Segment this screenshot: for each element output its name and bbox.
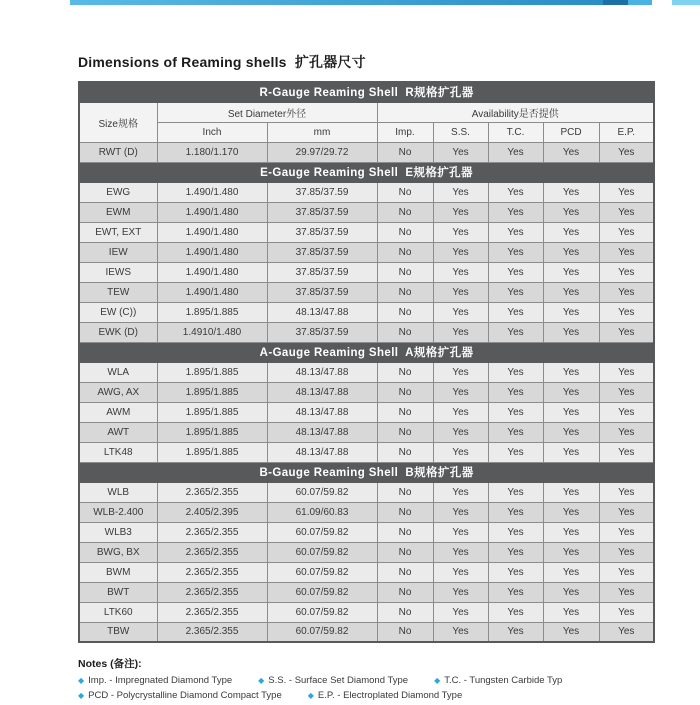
table-row xyxy=(79,522,654,542)
cell-ss: Yes xyxy=(433,562,488,582)
cell-size: BWT xyxy=(79,582,157,602)
cell-mm: 60.07/59.82 xyxy=(267,582,377,602)
cell-pcd: Yes xyxy=(543,582,599,602)
cell-mm: 60.07/59.82 xyxy=(267,622,377,642)
cell-tc: Yes xyxy=(488,422,543,442)
cell-ep: Yes xyxy=(599,542,654,562)
cell-ep: Yes xyxy=(599,302,654,322)
cell-ep: Yes xyxy=(599,622,654,642)
cell-tc: Yes xyxy=(488,262,543,282)
cell-size: WLB xyxy=(79,482,157,502)
cell-mm: 37.85/37.59 xyxy=(267,242,377,262)
reaming-shell-dimensions-table xyxy=(78,81,655,643)
table-row xyxy=(79,502,654,522)
cell-mm: 37.85/37.59 xyxy=(267,202,377,222)
cell-ep: Yes xyxy=(599,602,654,622)
table-row xyxy=(79,482,654,502)
cell-inch: 1.490/1.480 xyxy=(157,282,267,302)
cell-ss: Yes xyxy=(433,542,488,562)
cell-ep: Yes xyxy=(599,282,654,302)
table-row xyxy=(79,322,654,342)
table-row xyxy=(79,622,654,642)
cell-ss: Yes xyxy=(433,362,488,382)
cell-tc: Yes xyxy=(488,402,543,422)
cell-ep: Yes xyxy=(599,242,654,262)
cell-tc: Yes xyxy=(488,182,543,202)
cell-tc: Yes xyxy=(488,362,543,382)
cell-imp: No xyxy=(377,322,433,342)
cell-ep: Yes xyxy=(599,402,654,422)
cell-pcd: Yes xyxy=(543,142,599,162)
cell-tc: Yes xyxy=(488,502,543,522)
table-row xyxy=(79,382,654,402)
cell-size: EWG xyxy=(79,182,157,202)
cell-ep: Yes xyxy=(599,442,654,462)
cell-inch: 1.490/1.480 xyxy=(157,202,267,222)
cell-tc: Yes xyxy=(488,542,543,562)
cell-inch: 2.405/2.395 xyxy=(157,502,267,522)
cell-inch: 1.895/1.885 xyxy=(157,442,267,462)
cell-imp: No xyxy=(377,422,433,442)
cell-mm: 48.13/47.88 xyxy=(267,362,377,382)
cell-pcd: Yes xyxy=(543,282,599,302)
cell-ss: Yes xyxy=(433,402,488,422)
note-item xyxy=(308,690,463,701)
cell-ep: Yes xyxy=(599,222,654,242)
cell-imp: No xyxy=(377,622,433,642)
diamond-bullet-icon: ◆ xyxy=(78,690,85,700)
header-tc: T.C. xyxy=(488,122,543,142)
cell-tc: Yes xyxy=(488,522,543,542)
page-title: Dimensions of Reaming shells 扩孔器尺寸 xyxy=(78,54,366,70)
cell-pcd: Yes xyxy=(543,542,599,562)
cell-pcd: Yes xyxy=(543,202,599,222)
cell-size: WLB3 xyxy=(79,522,157,542)
table-row xyxy=(79,602,654,622)
cell-tc: Yes xyxy=(488,622,543,642)
note-line xyxy=(78,675,653,686)
cell-imp: No xyxy=(377,562,433,582)
cell-size: BWG, BX xyxy=(79,542,157,562)
cell-size: EWM xyxy=(79,202,157,222)
cell-mm: 37.85/37.59 xyxy=(267,282,377,302)
accent-bar-segment xyxy=(628,0,652,5)
cell-ss: Yes xyxy=(433,482,488,502)
cell-mm: 60.07/59.82 xyxy=(267,602,377,622)
cell-inch: 1.895/1.885 xyxy=(157,382,267,402)
cell-pcd: Yes xyxy=(543,442,599,462)
table-row xyxy=(79,402,654,422)
table-row xyxy=(79,442,654,462)
cell-mm: 60.07/59.82 xyxy=(267,542,377,562)
table-row xyxy=(79,362,654,382)
cell-pcd: Yes xyxy=(543,362,599,382)
cell-pcd: Yes xyxy=(543,562,599,582)
cell-mm: 48.13/47.88 xyxy=(267,422,377,442)
cell-ss: Yes xyxy=(433,262,488,282)
diamond-bullet-icon: ◆ xyxy=(434,675,441,685)
cell-ep: Yes xyxy=(599,522,654,542)
cell-inch: 1.180/1.170 xyxy=(157,142,267,162)
cell-inch: 1.4910/1.480 xyxy=(157,322,267,342)
cell-pcd: Yes xyxy=(543,302,599,322)
cell-tc: Yes xyxy=(488,242,543,262)
table-row xyxy=(79,182,654,202)
cell-ep: Yes xyxy=(599,382,654,402)
section-band-title: A-Gauge Reaming Shell A规格扩孔器 xyxy=(79,342,654,362)
cell-mm: 37.85/37.59 xyxy=(267,222,377,242)
cell-imp: No xyxy=(377,182,433,202)
cell-pcd: Yes xyxy=(543,602,599,622)
cell-ss: Yes xyxy=(433,422,488,442)
note-item xyxy=(78,690,282,701)
cell-ss: Yes xyxy=(433,602,488,622)
cell-ss: Yes xyxy=(433,442,488,462)
cell-ss: Yes xyxy=(433,582,488,602)
cell-inch: 1.895/1.885 xyxy=(157,302,267,322)
cell-inch: 2.365/2.355 xyxy=(157,622,267,642)
cell-imp: No xyxy=(377,242,433,262)
cell-pcd: Yes xyxy=(543,322,599,342)
cell-inch: 2.365/2.355 xyxy=(157,542,267,562)
cell-mm: 29.97/29.72 xyxy=(267,142,377,162)
cell-imp: No xyxy=(377,142,433,162)
cell-tc: Yes xyxy=(488,142,543,162)
cell-inch: 2.365/2.355 xyxy=(157,562,267,582)
notes-title: Notes (备注): xyxy=(78,658,142,670)
cell-imp: No xyxy=(377,262,433,282)
section-band-row xyxy=(79,462,654,482)
cell-mm: 48.13/47.88 xyxy=(267,442,377,462)
cell-imp: No xyxy=(377,542,433,562)
cell-inch: 1.490/1.480 xyxy=(157,242,267,262)
cell-ss: Yes xyxy=(433,242,488,262)
header-pcd: PCD xyxy=(543,122,599,142)
cell-ep: Yes xyxy=(599,362,654,382)
cell-pcd: Yes xyxy=(543,502,599,522)
cell-mm: 60.07/59.82 xyxy=(267,522,377,542)
table-row xyxy=(79,582,654,602)
section-band-title: E-Gauge Reaming Shell E规格扩孔器 xyxy=(79,162,654,182)
cell-imp: No xyxy=(377,442,433,462)
cell-ep: Yes xyxy=(599,562,654,582)
cell-ss: Yes xyxy=(433,302,488,322)
cell-ss: Yes xyxy=(433,322,488,342)
cell-size: IEW xyxy=(79,242,157,262)
diamond-bullet-icon: ◆ xyxy=(307,690,314,700)
cell-imp: No xyxy=(377,362,433,382)
note-line xyxy=(78,690,653,701)
column-header-row-2 xyxy=(79,122,654,142)
accent-bar-segment xyxy=(603,0,628,5)
cell-pcd: Yes xyxy=(543,182,599,202)
notes-section xyxy=(78,656,653,701)
cell-ep: Yes xyxy=(599,582,654,602)
note-text: T.C. - Tungsten Carbide Typ xyxy=(444,675,563,686)
cell-tc: Yes xyxy=(488,222,543,242)
cell-mm: 61.09/60.83 xyxy=(267,502,377,522)
note-text: S.S. - Surface Set Diamond Type xyxy=(268,675,409,686)
section-band-row xyxy=(79,162,654,182)
cell-tc: Yes xyxy=(488,442,543,462)
cell-mm: 48.13/47.88 xyxy=(267,402,377,422)
header-ep: E.P. xyxy=(599,122,654,142)
accent-bar-segment xyxy=(672,0,700,5)
cell-ep: Yes xyxy=(599,482,654,502)
cell-pcd: Yes xyxy=(543,622,599,642)
cell-tc: Yes xyxy=(488,202,543,222)
cell-ss: Yes xyxy=(433,382,488,402)
section-band-title: B-Gauge Reaming Shell B规格扩孔器 xyxy=(79,462,654,482)
cell-ss: Yes xyxy=(433,202,488,222)
table-row xyxy=(79,222,654,242)
cell-imp: No xyxy=(377,222,433,242)
header-set-diameter: Set Diameter外径 xyxy=(157,102,377,122)
cell-ep: Yes xyxy=(599,182,654,202)
cell-pcd: Yes xyxy=(543,422,599,442)
cell-tc: Yes xyxy=(488,282,543,302)
header-accent-bar xyxy=(0,0,700,6)
cell-inch: 1.490/1.480 xyxy=(157,182,267,202)
cell-ep: Yes xyxy=(599,202,654,222)
cell-ss: Yes xyxy=(433,622,488,642)
cell-imp: No xyxy=(377,482,433,502)
cell-size: WLB-2.400 xyxy=(79,502,157,522)
cell-pcd: Yes xyxy=(543,242,599,262)
cell-size: WLA xyxy=(79,362,157,382)
cell-mm: 48.13/47.88 xyxy=(267,302,377,322)
header-inch: Inch xyxy=(157,122,267,142)
header-ss: S.S. xyxy=(433,122,488,142)
cell-size: BWM xyxy=(79,562,157,582)
cell-size: TBW xyxy=(79,622,157,642)
cell-pcd: Yes xyxy=(543,262,599,282)
cell-mm: 37.85/37.59 xyxy=(267,322,377,342)
header-size: Size规格 xyxy=(79,102,157,142)
note-item xyxy=(78,675,232,686)
cell-mm: 48.13/47.88 xyxy=(267,382,377,402)
table-row xyxy=(79,242,654,262)
cell-inch: 2.365/2.355 xyxy=(157,582,267,602)
table-row xyxy=(79,562,654,582)
cell-ss: Yes xyxy=(433,522,488,542)
cell-size: IEWS xyxy=(79,262,157,282)
cell-size: LTK48 xyxy=(79,442,157,462)
table-row xyxy=(79,282,654,302)
cell-size: EW (C)) xyxy=(79,302,157,322)
cell-inch: 2.365/2.355 xyxy=(157,602,267,622)
table-row xyxy=(79,262,654,282)
cell-ep: Yes xyxy=(599,142,654,162)
cell-size: AWT xyxy=(79,422,157,442)
cell-size: EWK (D) xyxy=(79,322,157,342)
cell-pcd: Yes xyxy=(543,222,599,242)
cell-size: RWT (D) xyxy=(79,142,157,162)
cell-tc: Yes xyxy=(488,302,543,322)
table-row xyxy=(79,542,654,562)
cell-tc: Yes xyxy=(488,382,543,402)
cell-mm: 60.07/59.82 xyxy=(267,482,377,502)
note-text: PCD - Polycrystalline Diamond Compact Type xyxy=(88,690,282,701)
cell-inch: 1.895/1.885 xyxy=(157,402,267,422)
header-availability: Availability是否提供 xyxy=(377,102,654,122)
cell-imp: No xyxy=(377,382,433,402)
section-band-row xyxy=(79,82,654,102)
diamond-bullet-icon: ◆ xyxy=(258,675,265,685)
cell-imp: No xyxy=(377,522,433,542)
table-row xyxy=(79,202,654,222)
cell-tc: Yes xyxy=(488,582,543,602)
cell-ep: Yes xyxy=(599,502,654,522)
cell-tc: Yes xyxy=(488,602,543,622)
accent-bar-segment xyxy=(70,0,603,5)
cell-pcd: Yes xyxy=(543,522,599,542)
notes-lines xyxy=(78,675,653,701)
cell-size: AWG, AX xyxy=(79,382,157,402)
note-item xyxy=(434,675,562,686)
table-row xyxy=(79,422,654,442)
cell-imp: No xyxy=(377,282,433,302)
cell-ss: Yes xyxy=(433,502,488,522)
cell-tc: Yes xyxy=(488,562,543,582)
cell-inch: 1.490/1.480 xyxy=(157,222,267,242)
cell-imp: No xyxy=(377,582,433,602)
cell-imp: No xyxy=(377,202,433,222)
cell-ep: Yes xyxy=(599,262,654,282)
cell-inch: 2.365/2.355 xyxy=(157,522,267,542)
cell-ss: Yes xyxy=(433,142,488,162)
cell-ss: Yes xyxy=(433,282,488,302)
note-text: E.P. - Electroplated Diamond Type xyxy=(317,690,463,701)
cell-tc: Yes xyxy=(488,482,543,502)
diamond-bullet-icon: ◆ xyxy=(78,675,85,685)
cell-size: TEW xyxy=(79,282,157,302)
table-row xyxy=(79,142,654,162)
note-item xyxy=(258,675,408,686)
cell-size: EWT, EXT xyxy=(79,222,157,242)
cell-tc: Yes xyxy=(488,322,543,342)
cell-imp: No xyxy=(377,302,433,322)
cell-mm: 60.07/59.82 xyxy=(267,562,377,582)
section-band-title: R-Gauge Reaming Shell R规格扩孔器 xyxy=(79,82,654,102)
header-imp: Imp. xyxy=(377,122,433,142)
table-row xyxy=(79,302,654,322)
cell-ep: Yes xyxy=(599,422,654,442)
section-band-row xyxy=(79,342,654,362)
note-text: Imp. - Impregnated Diamond Type xyxy=(88,675,233,686)
page-content xyxy=(78,52,653,705)
cell-ss: Yes xyxy=(433,222,488,242)
cell-imp: No xyxy=(377,502,433,522)
cell-pcd: Yes xyxy=(543,402,599,422)
cell-inch: 1.895/1.885 xyxy=(157,362,267,382)
cell-imp: No xyxy=(377,602,433,622)
cell-ss: Yes xyxy=(433,182,488,202)
column-header-row-1 xyxy=(79,102,654,122)
cell-size: LTK60 xyxy=(79,602,157,622)
header-mm: mm xyxy=(267,122,377,142)
cell-size: AWM xyxy=(79,402,157,422)
cell-inch: 1.895/1.885 xyxy=(157,422,267,442)
cell-mm: 37.85/37.59 xyxy=(267,262,377,282)
cell-imp: No xyxy=(377,402,433,422)
cell-pcd: Yes xyxy=(543,382,599,402)
cell-ep: Yes xyxy=(599,322,654,342)
cell-inch: 2.365/2.355 xyxy=(157,482,267,502)
cell-pcd: Yes xyxy=(543,482,599,502)
cell-mm: 37.85/37.59 xyxy=(267,182,377,202)
cell-inch: 1.490/1.480 xyxy=(157,262,267,282)
